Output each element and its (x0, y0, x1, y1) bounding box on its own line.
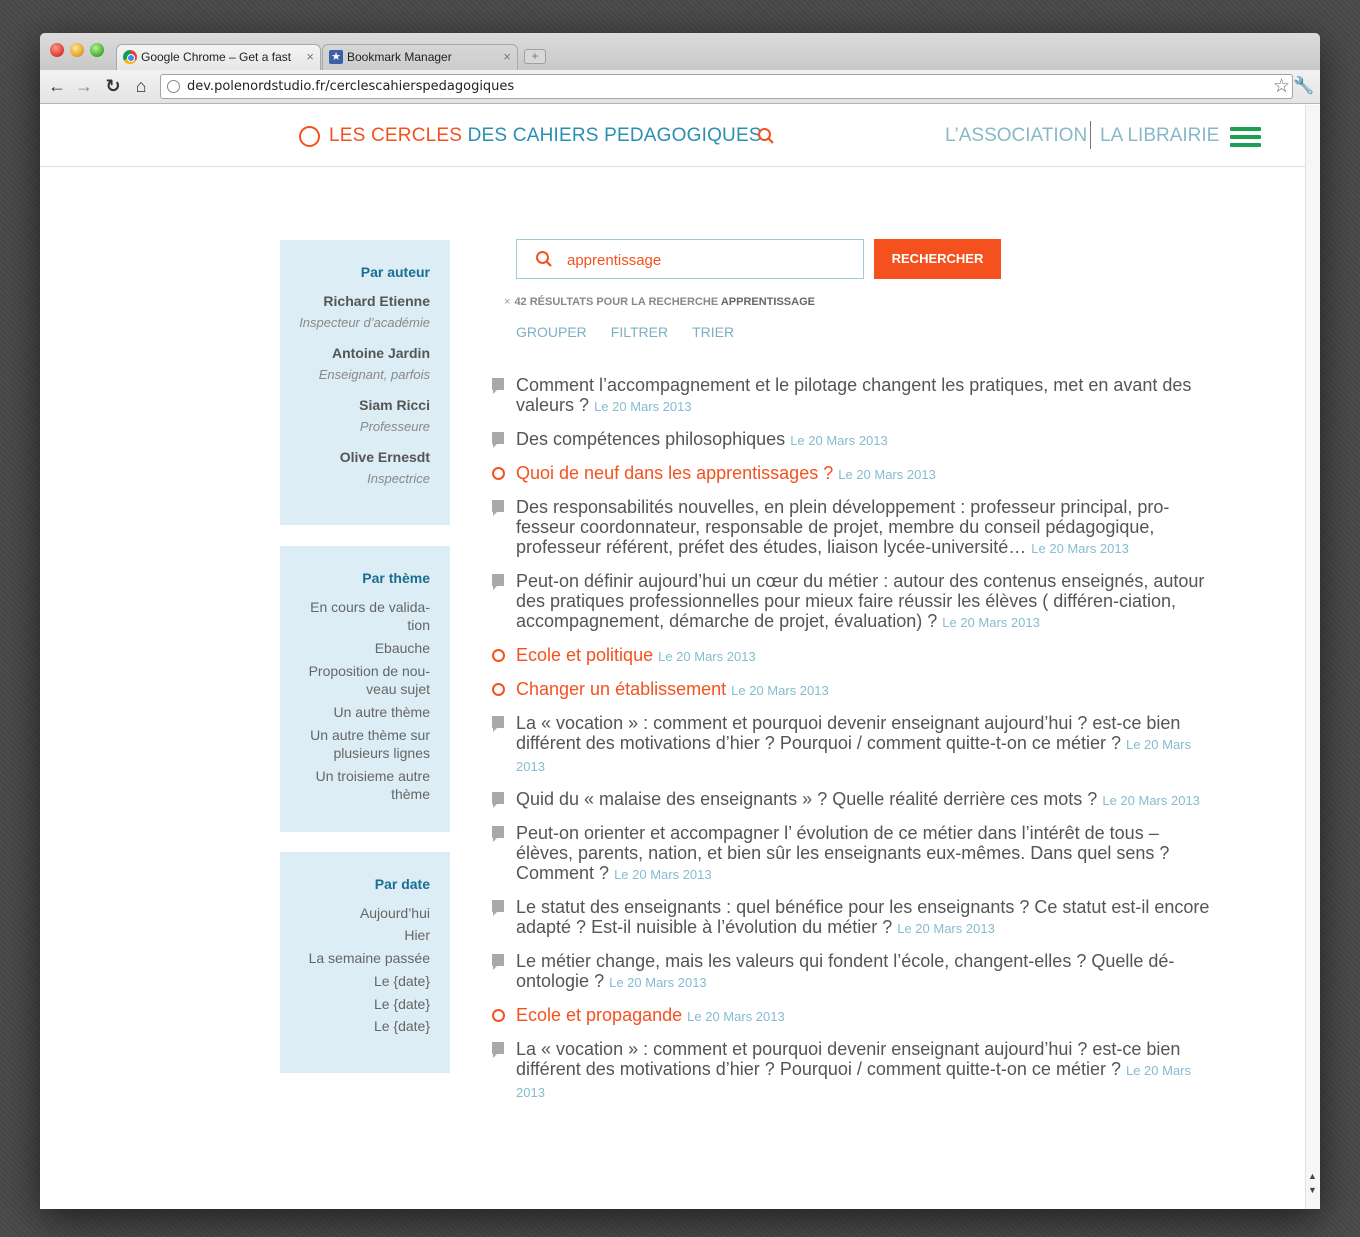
result-title[interactable]: La « vocation » : comment et pourquoi devenir enseignant aujourd’hui ? est-ce bien différent des motivations d’hier ? Pourquoi / comment quitte-t-on ce métier ? (516, 713, 1181, 753)
date-item[interactable]: Le {date} (373, 973, 430, 989)
result-article[interactable] (490, 497, 1210, 559)
result-title[interactable]: La « vocation » : comment et pourquoi devenir enseignant aujourd’hui ? est-ce bien différent des motivations d’hier ? Pourquoi / comment quitte-t-on ce métier ? (516, 1039, 1181, 1079)
result-date: Le 20 Mars 2013 (1031, 541, 1129, 556)
result-date: Le 20 Mars 2013 (609, 975, 707, 990)
scrollbar[interactable] (1305, 105, 1320, 1209)
result-summary (504, 296, 815, 308)
date-item[interactable]: La semaine passée (308, 950, 430, 966)
comment-icon (492, 826, 504, 838)
comment-icon (492, 500, 504, 512)
result-article[interactable] (490, 823, 1210, 885)
bookmark-star-icon[interactable]: ☆ (1272, 76, 1290, 97)
box-title: Par auteur (360, 264, 430, 280)
clear-search-icon[interactable]: × (504, 296, 511, 308)
result-title[interactable]: Quid du « malaise des enseignants » ? Quelle réalité derrière ces mots ? (516, 789, 1098, 809)
result-theme[interactable] (490, 645, 1210, 667)
result-date: Le 20 Mars 2013 (658, 649, 756, 664)
comment-icon (492, 954, 504, 966)
filter-button[interactable]: FILTRER (610, 324, 669, 340)
result-title[interactable]: Ecole et propagande (516, 1005, 683, 1025)
minimize-window-button[interactable] (70, 43, 84, 57)
close-icon[interactable]: × (503, 49, 511, 64)
theme-item[interactable]: Un troisieme autre thème (315, 768, 430, 802)
author-name: Richard Etienne (323, 293, 430, 309)
result-article[interactable] (490, 571, 1210, 633)
scroll-up-icon[interactable]: ▲ (1308, 1171, 1317, 1181)
page-viewport (40, 105, 1320, 1209)
date-item[interactable]: Hier (404, 927, 430, 943)
result-title[interactable]: Peut-on définir aujourd’hui un cœur du métier : autour des contenus enseignés, autour des pratiques professionnelles pour mieux faire réussir les élèves ( différen-ciation, accompagnement, démarche de projet, évaluation) ? (516, 571, 1205, 631)
close-window-button[interactable] (50, 43, 64, 57)
theme-circle-icon (492, 649, 505, 662)
nav-librairie[interactable]: LA LIBRAIRIE (1100, 125, 1220, 146)
result-article[interactable] (490, 1039, 1210, 1103)
back-arrow-icon[interactable]: ← (48, 76, 66, 96)
result-article[interactable] (490, 429, 1210, 451)
nav-divider (1090, 121, 1091, 149)
result-article[interactable] (490, 713, 1210, 777)
result-date: Le 20 Mars 2013 (897, 921, 995, 936)
tab-google-chrome[interactable] (116, 44, 321, 70)
search-button[interactable]: RECHERCHER (874, 239, 1001, 279)
result-title[interactable]: Des responsabilités nouvelles, en plein développement : professeur principal, pro-fesseur coordonnateur, responsable de projet, membre du conseil pédagogique, professeur référent, préfet des études, liaison lycée-université… (516, 497, 1170, 557)
filter-themes-box (280, 546, 450, 832)
url-text: dev.polenordstudio.fr/cerclescahierspedagogiques (187, 79, 515, 94)
result-theme[interactable] (490, 463, 1210, 485)
result-date: Le 20 Mars 2013 (942, 615, 1040, 630)
comment-icon (492, 378, 504, 390)
result-title[interactable]: Le métier change, mais les valeurs qui fondent l’école, changent-elles ? Quelle dé-ontologie ? (516, 951, 1175, 991)
result-date: Le 20 Mars 2013 (687, 1009, 785, 1024)
result-article[interactable] (490, 897, 1210, 939)
author-name: Siam Ricci (359, 397, 430, 413)
close-icon[interactable]: × (306, 49, 314, 64)
author-name: Antoine Jardin (331, 345, 430, 361)
box-title: Par date (374, 876, 430, 892)
new-tab-button[interactable]: + (524, 49, 546, 64)
comment-icon (492, 432, 504, 444)
nav-association[interactable]: L’ASSOCIATION (945, 125, 1088, 146)
result-title[interactable]: Des compétences philosophiques (516, 429, 786, 449)
search-icon[interactable] (757, 127, 775, 145)
theme-item[interactable]: En cours de valida-tion (310, 599, 430, 633)
result-date: Le 20 Mars 2013 (838, 467, 936, 482)
theme-item[interactable]: Un autre thème (333, 704, 430, 720)
author-item[interactable] (280, 345, 430, 382)
filter-authors-box (280, 240, 450, 525)
result-title[interactable]: Ecole et politique (516, 645, 654, 665)
author-role: Enseignant, parfois (318, 367, 430, 382)
star-icon: ★ (329, 50, 343, 64)
chrome-icon (123, 50, 137, 64)
globe-icon (167, 80, 180, 93)
hamburger-menu-icon[interactable] (1230, 127, 1261, 147)
result-title[interactable]: Peut-on orienter et accompagner l’ évolution de ce métier dans l’intérêt de tous – élèves, parents, nation, et bien sûr les enseignants eux-mêmes. Dans quel sens ? Comment ? (516, 823, 1170, 883)
result-count: 42 RÉSULTATS POUR LA RECHERCHE (514, 296, 719, 308)
tab-bookmark-manager[interactable] (322, 44, 518, 70)
result-date: Le 20 Mars 2013 (516, 1063, 1192, 1100)
sort-button[interactable]: TRIER (692, 324, 735, 340)
date-item[interactable]: Aujourd’hui (359, 905, 430, 921)
theme-item[interactable]: Ebauche (374, 640, 430, 656)
tab-strip (40, 33, 1320, 70)
author-item[interactable] (280, 397, 430, 434)
address-bar[interactable] (160, 74, 1293, 99)
result-article[interactable] (490, 951, 1210, 993)
result-theme[interactable] (490, 1005, 1210, 1027)
comment-icon (492, 716, 504, 728)
result-date: Le 20 Mars 2013 (731, 683, 829, 698)
author-role: Inspectrice (367, 471, 430, 486)
result-term: APPRENTISSAGE (720, 296, 815, 308)
logo-circle-icon[interactable] (299, 126, 320, 147)
zoom-window-button[interactable] (90, 43, 104, 57)
author-name: Olive Ernesdt (339, 449, 430, 465)
forward-arrow-icon[interactable]: → (75, 76, 93, 96)
author-item[interactable] (280, 449, 430, 486)
result-date: Le 20 Mars 2013 (614, 867, 712, 882)
comment-icon (492, 574, 504, 586)
home-icon[interactable]: ⌂ (135, 76, 147, 96)
filter-dates-box (280, 852, 450, 1073)
result-date: Le 20 Mars 2013 (516, 737, 1192, 774)
theme-circle-icon (492, 1009, 505, 1022)
theme-item[interactable]: Un autre thème sur plusieurs lignes (310, 727, 430, 761)
comment-icon (492, 900, 504, 912)
result-title[interactable]: Le statut des enseignants : quel bénéfice pour les enseignants ? Ce statut est-il encore adapté ? Est-il nuisible à l’évolution du métier ? (516, 897, 1210, 937)
date-item[interactable]: Le {date} (373, 996, 430, 1012)
tab-label: Bookmark Manager (347, 50, 452, 64)
author-item[interactable] (280, 293, 430, 330)
author-role: Inspecteur d’académie (299, 315, 430, 330)
reload-icon[interactable]: ↻ (105, 76, 121, 96)
result-title[interactable]: Quoi de neuf dans les apprentissages ? (516, 463, 834, 483)
result-date: Le 20 Mars 2013 (1102, 793, 1200, 808)
result-theme[interactable] (490, 679, 1210, 701)
result-date: Le 20 Mars 2013 (594, 399, 692, 414)
result-title[interactable]: Changer un établissement (516, 679, 727, 699)
group-button[interactable]: GROUPER (516, 324, 587, 340)
tab-label: Google Chrome – Get a fast (141, 50, 291, 64)
result-options (516, 324, 758, 340)
author-role: Professeure (359, 419, 430, 434)
browser-window (40, 33, 1320, 1209)
result-article[interactable] (490, 375, 1210, 417)
result-date: Le 20 Mars 2013 (790, 433, 888, 448)
results-list (490, 375, 1210, 1115)
search-icon (535, 250, 553, 268)
theme-circle-icon (492, 467, 505, 480)
box-title: Par thème (362, 570, 430, 586)
result-article[interactable] (490, 789, 1210, 811)
theme-circle-icon (492, 683, 505, 696)
wrench-icon[interactable]: 🔧 (1293, 76, 1315, 95)
logo-part-1: LES CERCLES (329, 125, 463, 146)
search-input[interactable] (567, 249, 847, 271)
comment-icon (492, 792, 504, 804)
browser-toolbar (40, 70, 1320, 104)
theme-item[interactable]: Proposition de nou-veau sujet (308, 663, 430, 697)
scroll-down-icon[interactable]: ▼ (1308, 1185, 1317, 1195)
site-logo[interactable] (329, 125, 762, 147)
logo-part-2: DES CAHIERS PEDAGOGIQUES (467, 125, 762, 146)
search-field[interactable] (516, 239, 864, 279)
result-title[interactable]: Comment l’accompagnement et le pilotage changent les pratiques, met en avant des valeurs ? (516, 375, 1192, 415)
site-header (40, 105, 1305, 167)
date-item[interactable]: Le {date} (373, 1018, 430, 1034)
comment-icon (492, 1042, 504, 1054)
